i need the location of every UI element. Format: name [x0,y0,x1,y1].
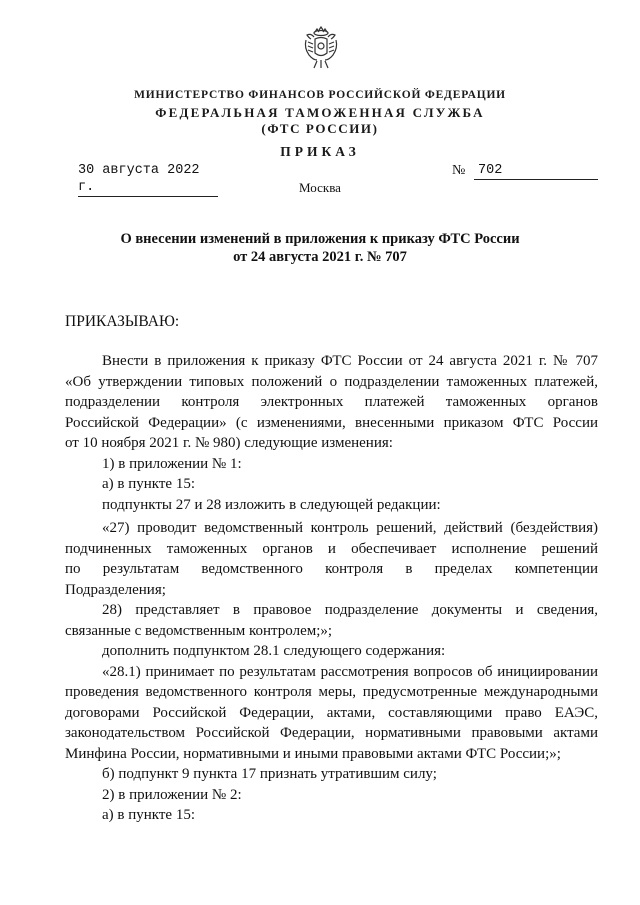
body-line: «28.1) принимает по результатам рассмотрения вопросов об инициировании [102,663,598,680]
body-line: 2) в приложении № 2: [102,786,242,803]
body-line: 1) в приложении № 1: [102,455,242,472]
order-date: 30 августа 2022 г. [78,162,218,197]
body-line: «Об утверждении типовых положений о подразделении таможенных платежей, [65,373,598,390]
body-line: договорами Российской Федерации, актами, составляющими право ЕАЭС, [65,704,598,721]
body-line: подразделении контроля электронных платежей таможенных органов [65,394,598,410]
body-line: проведения ведомственного контроля меры, предусмотренные международными [65,684,598,700]
body-line: Российской Федерации» (с изменениями, внесенными приказом ФТС России [65,414,598,431]
body-line: подчиненных таможенных органов и обеспечивает исполнение решений [65,540,598,557]
body-block-2 [65,518,598,826]
body-line: а) в пункте 15: [102,476,196,492]
document-type: ПРИКАЗ [280,144,360,159]
decree-word: ПРИКАЗЫВАЮ: [65,313,180,330]
body-line: а) в пункте 15: [102,807,196,823]
body-block-1 [65,351,598,515]
body-line: подпункты 27 и 28 изложить в следующей редакции: [102,496,441,513]
body-line: 28) представляет в правовое подразделение документы и сведения, [102,602,598,618]
body-line: Подразделения; [65,581,166,598]
body-line: «27) проводит ведомственный контроль решений, действий (бездействия) [102,520,598,536]
double-headed-eagle-emblem-icon [302,26,340,72]
order-number: 702 [474,162,598,180]
body-line: б) подпункт 9 пункта 17 признать утратившим силу; [102,766,437,782]
body-line: Внести в приложения к приказу ФТС России от 24 августа 2021 г. № 707 [102,353,598,369]
order-title-line-2: от 24 августа 2021 г. № 707 [233,249,407,265]
body-line: Минфина России, нормативными и иными правовыми актами ФТС России;»; [65,745,561,762]
service-name: ФЕДЕРАЛЬНАЯ ТАМОЖЕННАЯ СЛУЖБА [155,105,485,120]
order-number-label: № [452,163,466,178]
order-title-line-1: О внесении изменений в приложения к приказу ФТС России [120,231,520,247]
order-city: Москва [299,180,341,195]
ministry-name: МИНИСТЕРСТВО ФИНАНСОВ РОССИЙСКОЙ ФЕДЕРАЦИИ [134,89,506,101]
body-line: по результатам ведомственного контроля в пределах компетенции [65,561,598,577]
service-short-name: (ФТС РОССИИ) [261,121,379,136]
body-line: связанные с ведомственным контролем;»; [65,622,333,639]
body-line: от 10 ноября 2021 г. № 980) следующие изменения: [65,435,393,451]
body-line: законодательством Российской Федерации, нормативными правовыми актами [65,725,598,741]
body-line: дополнить подпунктом 28.1 следующего содержания: [102,643,446,659]
